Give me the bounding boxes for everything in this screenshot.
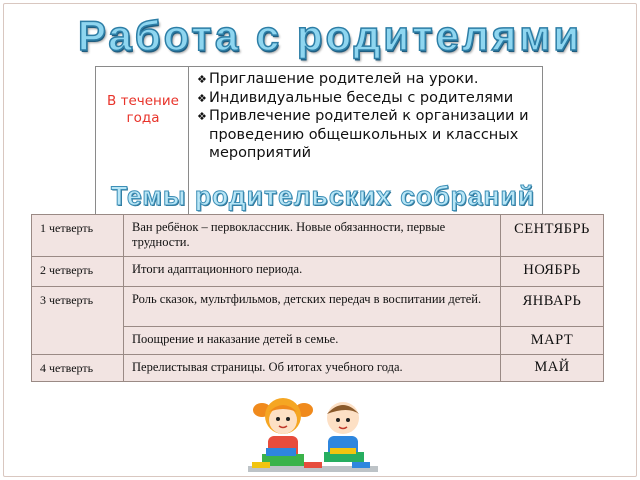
quarter-cell: 4 четверть xyxy=(40,361,94,375)
bullet-diamond-icon: ❖ xyxy=(197,73,207,86)
kids-reading-illustration xyxy=(248,388,378,478)
quarter-cell: 2 четверть xyxy=(32,257,123,287)
month-cell: МАЙ xyxy=(534,359,570,375)
topic-cell: Перелистывая страницы. Об итогах учебного года. xyxy=(132,360,403,374)
bullet-diamond-icon: ❖ xyxy=(197,110,207,123)
month-cell: НОЯБРЬ xyxy=(501,257,603,287)
list-item xyxy=(197,70,542,89)
boy-figure xyxy=(324,402,364,462)
book xyxy=(352,462,370,468)
girl-figure xyxy=(253,398,313,466)
month-cell: ЯНВАРЬ xyxy=(501,287,603,327)
topic-cell: Ван ребёнок – первоклассник. Новые обязанности, первые трудности. xyxy=(124,215,500,257)
activity-text: Приглашение родителей на уроки. xyxy=(209,71,479,87)
activity-text: Привлечение родителей к организации и проведению общешкольных и классных мероприятий xyxy=(209,108,529,161)
quarter-cell: 3 четверть xyxy=(32,287,123,355)
activities-list xyxy=(197,70,542,163)
book xyxy=(304,462,322,468)
book xyxy=(252,462,270,468)
meetings-table xyxy=(31,214,604,382)
topic-cell: Роль сказок, мультфильмов, детских передач в воспитании детей. xyxy=(124,287,500,327)
list-item xyxy=(197,107,542,163)
page-title: Работа с родителями xyxy=(77,12,583,59)
month-cell: СЕНТЯБРЬ xyxy=(501,215,603,257)
list-item xyxy=(197,89,542,108)
month-cell: МАРТ xyxy=(501,327,603,355)
activity-text: Индивидуальные беседы с родителями xyxy=(209,89,514,106)
meetings-subtitle: Темы родительских собраний xyxy=(110,181,536,211)
quarter-cell: 1 четверть xyxy=(32,215,123,257)
period-label: В течение года xyxy=(107,93,179,126)
bullet-diamond-icon: ❖ xyxy=(197,91,207,105)
topic-cell: Поощрение и наказание детей в семье. xyxy=(124,327,500,355)
topic-cell: Итоги адаптационного периода. xyxy=(124,257,500,287)
